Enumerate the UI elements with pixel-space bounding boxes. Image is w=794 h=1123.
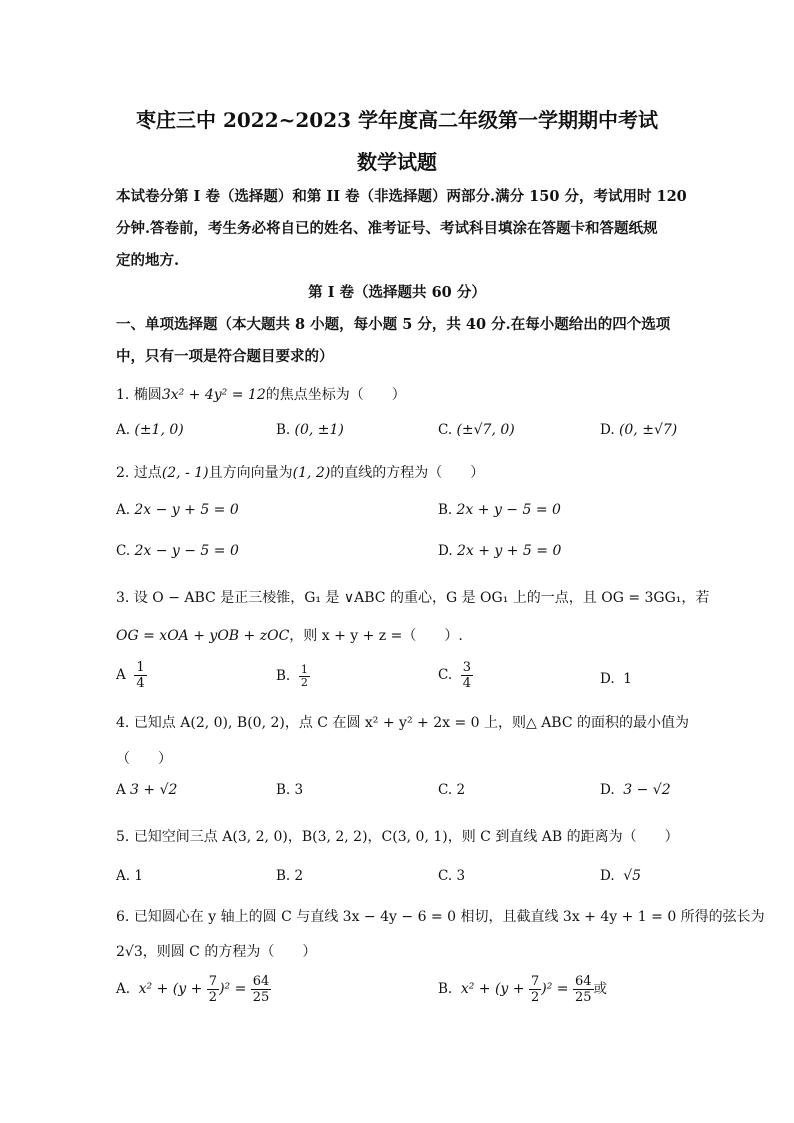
intro-line-1: 本试卷分第 I 卷（选择题）和第 II 卷（非选择题）两部分.满分 150 分，考试用时 120 <box>116 188 687 205</box>
q1-option-c: C. (±√7, 0) <box>438 422 515 438</box>
question-4-line-1: 4. 已知点 A(2, 0), B(0, 2)，点 C 在圆 x² + y² + 2x = 0 上，则△ ABC 的面积的最小值为 <box>116 715 690 731</box>
q2-option-b: B. 2x + y − 5 = 0 <box>438 502 561 518</box>
question-6-line-2: 2√3，则圆 C 的方程为（ ） <box>116 944 317 960</box>
question-number: 3. <box>116 590 130 606</box>
part1-instructions-line-2: 中，只有一项是符合题目要求的） <box>116 348 334 365</box>
question-2: 2. 过点(2, - 1)且方向向量为(1, 2)的直线的方程为（ ） <box>116 465 485 481</box>
q4-option-d: D. 3 − √2 <box>600 782 671 798</box>
question-number: 2. <box>116 465 130 481</box>
q4-option-a: A 3 + √2 <box>116 782 178 798</box>
q4-option-b: B. 3 <box>276 782 304 798</box>
q5-option-c: C. 3 <box>438 868 466 884</box>
question-4-line-2: （ ） <box>116 751 172 767</box>
question-number: 1. <box>116 387 130 403</box>
equation: 3x² + 4y² = 12 <box>161 387 266 403</box>
q5-option-a: A. 1 <box>116 868 143 884</box>
q3-option-c: C. $\frac{3}{4}$ <box>438 660 472 691</box>
q6-option-b: B. x² + (y + $\frac{7}{2}$ )² = $\frac{64}{25}$ 或 <box>438 974 607 1005</box>
exam-title: 枣庄三中 2022~2023 学年度高二年级第一学期期中考试 <box>135 108 658 132</box>
q3-option-a: A $\frac{1}{4}$ <box>116 660 145 691</box>
q2-option-a: A. 2x − y + 5 = 0 <box>116 502 239 518</box>
question-number: 5. <box>116 829 130 845</box>
question-5: 5. 已知空间三点 A(3, 2, 0)，B(3, 2, 2)，C(3, 0, 1)，则 C 到直线 AB 的距离为（ ） <box>116 829 679 845</box>
vector-equation: OG = xOA + yOB + zOC <box>116 628 290 644</box>
q2-option-d: D. 2x + y + 5 = 0 <box>438 543 562 559</box>
part1-instructions-line-1: 一、单项选择题（本大题共 8 小题，每小题 5 分，共 40 分.在每小题给出的四个选项 <box>116 316 671 333</box>
q4-option-c: C. 2 <box>438 782 466 798</box>
question-3-line-2: OG = xOA + yOB + zOC，则 x + y + z =（ ）. <box>116 628 463 644</box>
q2-option-c: C. 2x − y − 5 = 0 <box>116 543 239 559</box>
q6-option-a: A. x² + (y + $\frac{7}{2}$ )² = $\frac{64}{25}$ <box>116 974 270 1005</box>
q1-option-b: B. (0, ±1) <box>276 422 344 438</box>
q3-option-d: D. 1 <box>600 671 632 687</box>
question-3-line-1: 3. 设 O − ABC 是正三棱锥，G₁ 是 ∨ABC 的重心，G 是 OG₁ 上的一点，且 OG = 3GG₁，若 <box>116 590 710 606</box>
question-number: 6. <box>116 909 130 925</box>
q5-option-d: D. √5 <box>600 868 642 884</box>
question-1: 1. 椭圆3x² + 4y² = 12的焦点坐标为（ ） <box>116 387 406 403</box>
q1-option-a: A. (±1, 0) <box>116 422 184 438</box>
exam-subtitle: 数学试题 <box>357 150 437 174</box>
q5-option-b: B. 2 <box>276 868 304 884</box>
question-number: 4. <box>116 715 130 731</box>
q1-option-d: D. (0, ±√7) <box>600 422 678 438</box>
intro-line-3: 定的地方. <box>116 252 180 269</box>
intro-line-2: 分钟.答卷前，考生务必将自已的姓名、准考证号、考试科目填涂在答题卡和答题纸规 <box>116 220 658 237</box>
q3-option-b: B. $\frac{1}{2}$ <box>276 663 308 689</box>
volume-title: 第 I 卷（选择题共 60 分） <box>308 284 486 301</box>
question-6-line-1: 6. 已知圆心在 y 轴上的圆 C 与直线 3x − 4y − 6 = 0 相切，且截直线 3x + 4y + 1 = 0 所得的弦长为 <box>116 909 765 925</box>
